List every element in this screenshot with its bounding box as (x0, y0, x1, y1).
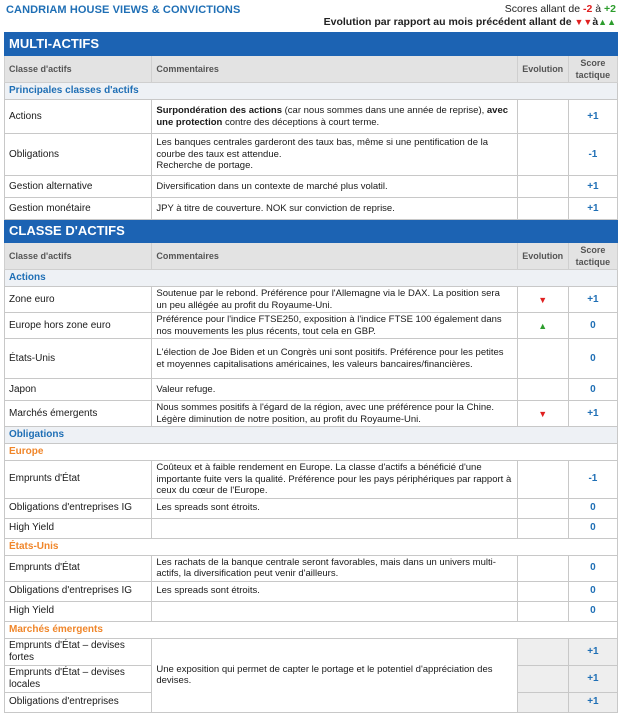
col-classe: Classe d'actifs (5, 56, 152, 83)
row-name: High Yield (5, 518, 152, 538)
col-evolution: Evolution (517, 243, 568, 270)
row-comment: Les spreads sont étroits. (152, 581, 517, 601)
col-evolution: Evolution (517, 56, 568, 83)
section-obligations (5, 427, 618, 444)
row-name: Gestion alternative (5, 176, 152, 198)
row-evolution (517, 339, 568, 379)
up-arrows-icon: ▲▲ (598, 17, 616, 27)
row-comment: Soutenue par le rebond. Préférence pour l'Allemagne via le DAX. La position sera un peu allégée au profit du Royaume-Uni. (152, 287, 517, 313)
row-name: Obligations d'entreprises (5, 692, 152, 712)
row-score: +1 (568, 176, 617, 198)
row-evolution (517, 100, 568, 134)
col-commentaires: Commentaires (152, 56, 517, 83)
views-table (4, 32, 618, 713)
row-name: Obligations d'entreprises IG (5, 498, 152, 518)
evolution-legend (324, 16, 616, 29)
banner-title: CLASSE D'ACTIFS (5, 220, 618, 243)
banner-classe-actifs (5, 220, 618, 243)
col-commentaires: Commentaires (152, 243, 517, 270)
subsection-etats-unis (5, 538, 618, 555)
banner-title: MULTI-ACTIFS (5, 33, 618, 56)
row-comment: Les spreads sont étroits. (152, 498, 517, 518)
row-comment: Préférence pour l'indice FTSE250, exposition à l'indice FTSE 100 également dans nos mouvements les plus récents, tout cela en GBP. (152, 313, 517, 339)
row-score: 0 (568, 601, 617, 621)
evolution-legend-text: Evolution par rapport au mois précédent allant de (323, 16, 575, 28)
row-score: 0 (568, 498, 617, 518)
score-min: -2 (582, 3, 593, 15)
row-name: Marchés émergents (5, 401, 152, 427)
table-row (5, 601, 618, 621)
row-evolution (517, 461, 568, 499)
row-score: 0 (568, 581, 617, 601)
row-evolution (517, 498, 568, 518)
comment-text: (car nous sommes dans une année de reprise), (282, 105, 487, 116)
row-score: -1 (568, 461, 617, 499)
subsection-marches-emergents (5, 621, 618, 638)
row-score: 0 (568, 313, 617, 339)
row-comment: Diversification dans un contexte de marché plus volatil. (152, 176, 517, 198)
table-row (5, 581, 618, 601)
row-comment: Coûteux et à faible rendement en Europe. La classe d'actifs a bénéficié d'une importante fuite vers la qualité. Préférence pour les pays périphériques par rapport à ceux du cœur de l'Europe. (152, 461, 517, 499)
row-score: +1 (568, 638, 617, 665)
table-row (5, 638, 618, 665)
row-comment (152, 518, 517, 538)
subsection-title: États-Unis (5, 538, 618, 555)
row-evolution (517, 692, 568, 712)
row-comment: JPY à titre de couverture. NOK sur conviction de reprise. (152, 198, 517, 220)
row-name: Zone euro (5, 287, 152, 313)
table-row (5, 555, 618, 581)
table-row (5, 198, 618, 220)
subsection-title: Europe (5, 444, 618, 461)
row-comment: Les banques centrales garderont des taux bas, même si une pentification de la courbe des taux est attendue. Recherche de portage. (152, 134, 517, 176)
row-name: Emprunts d'État – devises locales (5, 665, 152, 692)
row-score: 0 (568, 555, 617, 581)
row-name: Emprunts d'État (5, 555, 152, 581)
table-row (5, 401, 618, 427)
row-score: +1 (568, 692, 617, 712)
col-classe: Classe d'actifs (5, 243, 152, 270)
row-comment: Nous sommes positifs à l'égard de la région, avec une préférence pour la Chine. Légère diminution de notre position, au profit du Royaume-Uni. (152, 401, 517, 427)
col-score: Score tactique (568, 56, 617, 83)
section-title: Obligations (5, 427, 618, 444)
row-comment (152, 100, 517, 134)
row-score: -1 (568, 134, 617, 176)
row-evolution (517, 581, 568, 601)
row-name: États-Unis (5, 339, 152, 379)
table-row (5, 461, 618, 499)
table-row (5, 313, 618, 339)
score-legend (324, 3, 616, 16)
subsection-europe (5, 444, 618, 461)
table-row (5, 100, 618, 134)
row-score: +1 (568, 287, 617, 313)
row-name: High Yield (5, 601, 152, 621)
comment-text: contre des déceptions à court terme. (222, 116, 380, 128)
row-score: 0 (568, 518, 617, 538)
table-row (5, 339, 618, 379)
row-name: Gestion monétaire (5, 198, 152, 220)
comment-bold: Surpondération des actions (156, 105, 282, 116)
row-evolution (517, 665, 568, 692)
row-score: +1 (568, 665, 617, 692)
row-evolution (517, 198, 568, 220)
top-header (0, 0, 622, 32)
row-name: Emprunts d'État (5, 461, 152, 499)
row-score: +1 (568, 198, 617, 220)
row-comment: L'élection de Joe Biden et un Congrès uni sont positifs. Préférence pour les petites et moyennes capitalisations américaines, les valeurs bancaires/financières. (152, 339, 517, 379)
section-title: Principales classes d'actifs (5, 83, 618, 100)
legend (324, 3, 616, 29)
section-actions (5, 270, 618, 287)
table-row (5, 287, 618, 313)
row-name: Japon (5, 379, 152, 401)
row-score: +1 (568, 100, 617, 134)
row-evolution (517, 555, 568, 581)
score-legend-text: Scores allant de (504, 3, 583, 15)
section-principales (5, 83, 618, 100)
down-arrow-icon: ▼ (517, 401, 568, 427)
row-evolution (517, 601, 568, 621)
score-legend-mid: à (592, 3, 605, 15)
row-name: Actions (5, 100, 152, 134)
row-name: Obligations d'entreprises IG (5, 581, 152, 601)
brand-title: CANDRIAM HOUSE VIEWS & CONVICTIONS (6, 4, 241, 16)
row-evolution (517, 638, 568, 665)
row-evolution (517, 379, 568, 401)
table-row (5, 176, 618, 198)
table-row (5, 518, 618, 538)
row-name: Emprunts d'État – devises fortes (5, 638, 152, 665)
column-header-row (5, 243, 618, 270)
subsection-title: Marchés émergents (5, 621, 618, 638)
row-evolution (517, 518, 568, 538)
row-score: 0 (568, 339, 617, 379)
row-comment: Valeur refuge. (152, 379, 517, 401)
row-evolution (517, 176, 568, 198)
up-arrow-icon: ▲ (517, 313, 568, 339)
table-row (5, 134, 618, 176)
row-name: Europe hors zone euro (5, 313, 152, 339)
row-comment (152, 601, 517, 621)
comment-bold: avec une protection (156, 105, 509, 128)
score-max: +2 (604, 3, 616, 15)
table-row (5, 498, 618, 518)
row-comment: Une exposition qui permet de capter le portage et le potentiel d'appréciation des devises. (152, 638, 517, 712)
section-title: Actions (5, 270, 618, 287)
row-evolution (517, 134, 568, 176)
column-header-row (5, 56, 618, 83)
down-arrow-icon: ▼ (517, 287, 568, 313)
table-row (5, 379, 618, 401)
banner-multi-actifs (5, 33, 618, 56)
row-score: 0 (568, 379, 617, 401)
col-score: Score tactique (568, 243, 617, 270)
row-comment: Les rachats de la banque centrale seront favorables, mais dans un univers multi-actifs, la diversification peut venir d'ailleurs. (152, 555, 517, 581)
evolution-legend-mid: à (592, 16, 599, 28)
row-score: +1 (568, 401, 617, 427)
down-arrows-icon: ▼▼ (574, 17, 593, 27)
row-name: Obligations (5, 134, 152, 176)
